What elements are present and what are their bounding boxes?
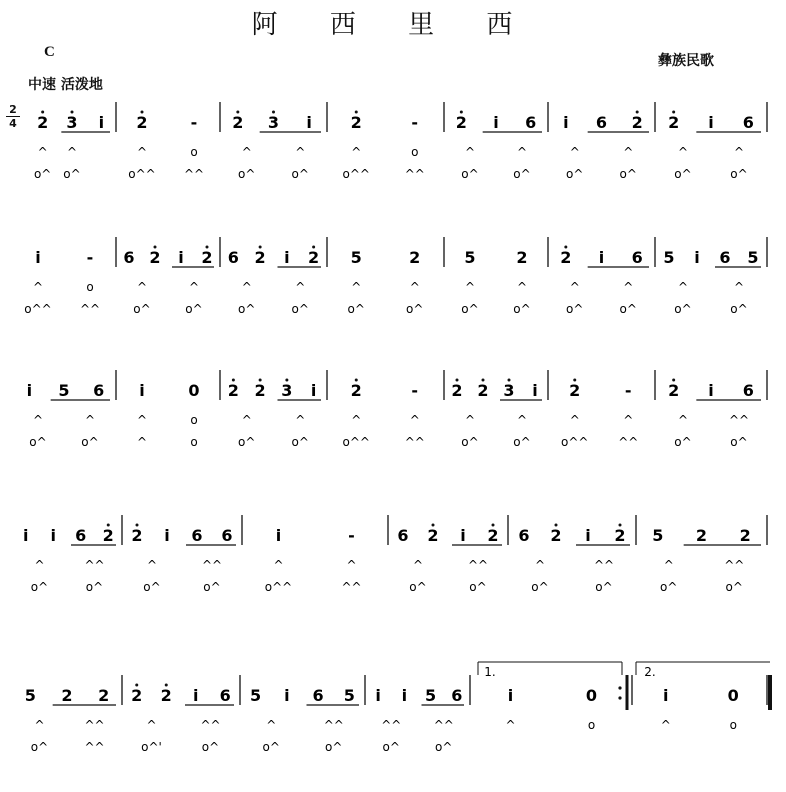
note: i <box>306 113 312 132</box>
octave-dot <box>460 111 463 114</box>
bow-mark: ^ <box>677 280 689 294</box>
bow-mark: ^ <box>188 280 200 294</box>
note: 3 <box>503 381 515 400</box>
note: 5 <box>250 686 262 705</box>
bow-mark: ^^ <box>200 718 221 732</box>
bow-mark: ^ <box>677 145 689 159</box>
bow-mark: ^ <box>623 145 634 159</box>
octave-dot <box>482 379 485 382</box>
fingering-mark: o^ <box>435 740 453 754</box>
note: i <box>164 526 170 545</box>
bow-mark: ^ <box>34 558 45 572</box>
note: 2 <box>739 526 751 545</box>
note: 6 <box>191 526 203 545</box>
tempo-marking: 中速 活泼地 <box>28 77 103 93</box>
note: 2 <box>37 113 49 132</box>
repeat-dot <box>618 696 621 699</box>
octave-dot <box>41 111 44 114</box>
octave-dot <box>285 379 288 382</box>
note: - <box>411 381 419 400</box>
fingering-mark: o^ <box>660 580 678 594</box>
note: i <box>275 526 282 545</box>
octave-dot <box>165 684 168 687</box>
octave-dot <box>259 246 262 249</box>
bow-mark: ^ <box>295 280 306 294</box>
fingering-mark: o^ <box>185 302 203 316</box>
note: 2 <box>487 526 499 545</box>
note: 2 <box>131 686 143 705</box>
note: 2 <box>477 381 489 400</box>
note: 2 <box>61 686 73 705</box>
note: - <box>348 526 355 545</box>
note: 5 <box>663 248 675 267</box>
note: 2 <box>695 526 708 545</box>
bow-mark: ^ <box>623 413 634 427</box>
octave-dot <box>672 379 675 382</box>
note: i <box>50 526 56 545</box>
bow-mark: ^ <box>146 718 157 732</box>
volta-label-1: 1. <box>484 665 496 679</box>
fingering-mark: o^ <box>469 580 487 594</box>
fingering-mark: ^^ <box>183 167 205 181</box>
fingering-mark: o^ <box>619 302 637 316</box>
bow-mark: ^ <box>32 413 44 427</box>
fingering-mark: o^ <box>730 302 748 316</box>
note: 3 <box>66 113 78 132</box>
time-signature-bottom: 4 <box>9 117 17 130</box>
note: i <box>532 381 538 400</box>
note: - <box>411 113 419 132</box>
fingering-mark: o^ <box>406 302 424 316</box>
bow-mark: ^^ <box>724 558 745 572</box>
fingering-mark: o^ <box>513 167 531 181</box>
note: 2 <box>308 248 320 267</box>
note: 2 <box>516 248 528 267</box>
note: i <box>178 248 184 267</box>
octave-dot <box>154 246 157 249</box>
note: 5 <box>425 686 437 705</box>
bow-mark: ^ <box>136 413 148 427</box>
bow-mark: ^ <box>534 558 546 572</box>
bow-mark: o <box>190 145 198 159</box>
fingering-mark: o^ <box>531 580 549 594</box>
note: 5 <box>652 526 664 545</box>
note: 2 <box>131 526 143 545</box>
fingering-mark: o <box>190 435 198 449</box>
bow-mark: o <box>190 413 198 427</box>
bow-mark: ^ <box>346 558 357 572</box>
note: 2 <box>569 381 581 400</box>
note: 6 <box>595 113 608 132</box>
note: 2 <box>149 248 161 267</box>
note: 5 <box>464 248 476 267</box>
bow-mark: ^ <box>569 280 580 294</box>
note: i <box>585 526 591 545</box>
octave-dot <box>492 524 495 527</box>
fingering-mark: o^ <box>291 302 309 316</box>
note: 6 <box>93 381 105 400</box>
note: 2 <box>668 381 680 400</box>
note: - <box>190 113 198 132</box>
fingering-mark: o^^ <box>128 167 156 181</box>
note: 2 <box>451 381 463 400</box>
bow-mark: ^ <box>569 413 580 427</box>
bow-mark: ^ <box>516 280 528 294</box>
note: 3 <box>267 113 280 132</box>
bow-mark: ^ <box>677 413 689 427</box>
fingering-mark: o^ <box>133 302 151 316</box>
fingering-mark: o^ <box>85 580 104 594</box>
note: 6 <box>518 526 530 545</box>
bow-mark: o <box>86 280 94 294</box>
note: 3 <box>281 381 293 400</box>
fingering-mark: o^ <box>63 167 81 181</box>
octave-dot <box>555 524 558 527</box>
fingering-mark: o^^ <box>561 435 589 449</box>
note: 5 <box>58 381 70 400</box>
octave-dot <box>672 111 675 114</box>
fingering-mark: o^ <box>674 302 692 316</box>
note: 2 <box>102 526 114 545</box>
bow-mark: ^^ <box>84 718 105 732</box>
note: - <box>86 248 94 267</box>
note: 0 <box>188 381 200 400</box>
fingering-mark: o^ <box>81 435 99 449</box>
bow-mark: ^ <box>505 718 516 732</box>
octave-dot <box>619 524 622 527</box>
note: i <box>663 686 669 705</box>
note: 2 <box>254 248 266 267</box>
fingering-mark: o^ <box>513 435 531 449</box>
octave-dot <box>508 379 511 382</box>
fingering-mark: ^^ <box>84 740 105 754</box>
fingering-mark: o^ <box>674 167 692 181</box>
repeat-dot <box>618 686 621 689</box>
note: - <box>624 381 632 400</box>
song-origin: 彝族民歌 <box>658 53 714 69</box>
bow-mark: ^ <box>516 413 528 427</box>
fingering-mark: o^^ <box>24 302 52 316</box>
fingering-mark: o^ <box>566 167 584 181</box>
fingering-mark: o^ <box>461 302 479 316</box>
note: 6 <box>451 686 463 705</box>
bow-mark: ^ <box>273 558 284 572</box>
octave-dot <box>136 524 139 527</box>
octave-dot <box>71 111 74 114</box>
octave-dot <box>259 379 262 382</box>
bow-mark: ^ <box>32 280 44 294</box>
fingering-mark: o^' <box>141 740 162 754</box>
octave-dot <box>206 246 209 249</box>
fingering-mark: o^ <box>730 435 748 449</box>
bow-mark: ^ <box>66 145 78 159</box>
note: 6 <box>221 526 233 545</box>
fingering-mark: o^ <box>382 740 400 754</box>
bow-mark: ^ <box>569 145 580 159</box>
note: 5 <box>343 686 355 705</box>
bow-mark: ^ <box>351 145 362 159</box>
note: 2 <box>409 248 421 267</box>
fingering-mark: ^^ <box>341 580 362 594</box>
note: 6 <box>219 686 231 705</box>
note: i <box>98 113 105 132</box>
bow-mark: ^ <box>136 145 148 159</box>
note: i <box>598 248 605 267</box>
note: 6 <box>227 248 239 267</box>
fingering-mark: o^ <box>325 740 343 754</box>
bow-mark: ^ <box>409 413 420 427</box>
fingering-mark: o^ <box>730 167 748 181</box>
time-signature-top: 2 <box>9 103 17 116</box>
octave-dot <box>636 111 639 114</box>
bow-mark: ^^ <box>728 413 750 427</box>
fingering-mark: o^ <box>674 435 692 449</box>
note: i <box>193 686 199 705</box>
bow-mark: ^^ <box>323 718 344 732</box>
bow-mark: ^ <box>37 145 48 159</box>
note: i <box>460 526 466 545</box>
note: 2 <box>614 526 626 545</box>
note: 2 <box>350 381 362 400</box>
fingering-mark: o^ <box>291 435 309 449</box>
bow-mark: o <box>587 718 596 732</box>
note: i <box>284 686 290 705</box>
bow-mark: ^ <box>409 280 420 294</box>
bow-mark: ^^ <box>201 558 223 572</box>
bow-mark: o <box>729 718 737 732</box>
fingering-mark: o^ <box>566 302 584 316</box>
bow-mark: o <box>411 145 419 159</box>
octave-dot <box>573 379 576 382</box>
note: 2 <box>136 113 148 132</box>
fingering-mark: ^^ <box>404 435 425 449</box>
note: i <box>284 248 290 267</box>
fingering-mark: o^ <box>203 580 221 594</box>
bow-mark: ^ <box>241 280 252 294</box>
note: i <box>507 686 514 705</box>
bow-mark: ^^ <box>433 718 454 732</box>
note: 2 <box>550 526 562 545</box>
note: 6 <box>123 248 135 267</box>
note: 5 <box>747 248 759 267</box>
bow-mark: ^ <box>623 280 634 294</box>
fingering-mark: o^ <box>291 167 309 181</box>
fingering-mark: o^ <box>461 167 479 181</box>
note: 6 <box>742 381 754 400</box>
bow-mark: ^^ <box>593 558 615 572</box>
octave-dot <box>236 111 239 114</box>
note: 2 <box>201 248 213 267</box>
fingering-mark: o^ <box>409 580 427 594</box>
note: 5 <box>24 686 36 705</box>
note: i <box>708 381 714 400</box>
bow-mark: ^ <box>295 413 306 427</box>
bow-mark: ^ <box>241 145 252 159</box>
fingering-mark: o^^ <box>264 580 293 594</box>
bow-mark: ^ <box>464 145 476 159</box>
fingering-mark: o^ <box>30 740 49 754</box>
fingering-mark: ^ <box>136 435 148 449</box>
note: i <box>26 381 33 400</box>
fingering-mark: o^^ <box>342 435 370 449</box>
octave-dot <box>456 379 459 382</box>
octave-dot <box>135 684 138 687</box>
note: 2 <box>98 686 110 705</box>
fingering-mark: o^ <box>29 435 47 449</box>
note: 2 <box>631 113 643 132</box>
note: i <box>401 686 408 705</box>
note: 6 <box>719 248 731 267</box>
note: 2 <box>668 113 680 132</box>
bow-mark: ^ <box>84 413 96 427</box>
octave-dot <box>141 111 144 114</box>
fingering-mark: ^^ <box>79 302 101 316</box>
note: i <box>375 686 381 705</box>
fingering-mark: o^ <box>238 302 256 316</box>
bow-mark: ^ <box>34 718 45 732</box>
fingering-mark: o^ <box>201 740 220 754</box>
note: 0 <box>727 686 739 705</box>
octave-dot <box>564 246 567 249</box>
note: i <box>310 381 317 400</box>
fingering-mark: o^ <box>238 435 256 449</box>
bow-mark: ^ <box>295 145 306 159</box>
note: i <box>139 381 145 400</box>
note: 2 <box>254 381 266 400</box>
note: 2 <box>560 248 572 267</box>
bow-mark: ^ <box>241 413 252 427</box>
note: i <box>493 113 499 132</box>
bow-mark: ^^ <box>84 558 105 572</box>
note: 6 <box>525 113 537 132</box>
bow-mark: ^ <box>464 413 476 427</box>
octave-dot <box>355 379 358 382</box>
note: 6 <box>312 686 324 705</box>
fingering-mark: o^ <box>725 580 743 594</box>
bow-mark: ^^ <box>381 718 402 732</box>
fingering-mark: o^ <box>513 302 531 316</box>
fingering-mark: o^ <box>461 435 479 449</box>
bow-mark: ^ <box>351 413 362 427</box>
note: i <box>35 248 41 267</box>
fingering-mark: o^ <box>347 302 365 316</box>
fingering-mark: o^ <box>238 167 256 181</box>
bow-mark: ^ <box>660 718 671 732</box>
key-signature: C <box>44 44 55 60</box>
octave-dot <box>312 246 315 249</box>
fingering-mark: o^ <box>33 167 52 181</box>
note: 2 <box>350 113 362 132</box>
bow-mark: ^ <box>733 145 745 159</box>
note: i <box>708 113 714 132</box>
note: 2 <box>232 113 244 132</box>
note: 2 <box>427 526 439 545</box>
note: 2 <box>227 381 239 400</box>
bow-mark: ^ <box>136 280 148 294</box>
fingering-mark: o^^ <box>342 167 370 181</box>
bow-mark: ^^ <box>467 558 489 572</box>
octave-dot <box>355 111 358 114</box>
bow-mark: ^ <box>146 558 158 572</box>
octave-dot <box>432 524 435 527</box>
bow-mark: ^ <box>663 558 674 572</box>
volta-label-2: 2. <box>644 665 656 679</box>
bow-mark: ^ <box>733 280 745 294</box>
song-title: 阿 西 里 西 <box>251 10 535 40</box>
note: 2 <box>160 686 172 705</box>
note: 6 <box>75 526 87 545</box>
note: 6 <box>397 526 409 545</box>
note: i <box>694 248 700 267</box>
note: i <box>563 113 569 132</box>
note: 5 <box>350 248 362 267</box>
note: 2 <box>455 113 467 132</box>
fingering-mark: o^ <box>143 580 161 594</box>
fingering-mark: o^ <box>619 167 637 181</box>
fingering-mark: ^^ <box>618 435 639 449</box>
octave-dot <box>107 524 110 527</box>
octave-dot <box>272 111 275 114</box>
bow-mark: ^ <box>412 558 424 572</box>
note: 6 <box>631 248 643 267</box>
bow-mark: ^ <box>516 145 528 159</box>
fingering-mark: ^^ <box>404 167 425 181</box>
note: 0 <box>585 686 598 705</box>
bow-mark: ^ <box>266 718 277 732</box>
note: 6 <box>742 113 754 132</box>
octave-dot <box>232 379 235 382</box>
note: i <box>23 526 29 545</box>
fingering-mark: o^ <box>30 580 49 594</box>
fingering-mark: o^ <box>595 580 613 594</box>
bow-mark: ^ <box>351 280 362 294</box>
bow-mark: ^ <box>464 280 476 294</box>
fingering-mark: o^ <box>262 740 280 754</box>
